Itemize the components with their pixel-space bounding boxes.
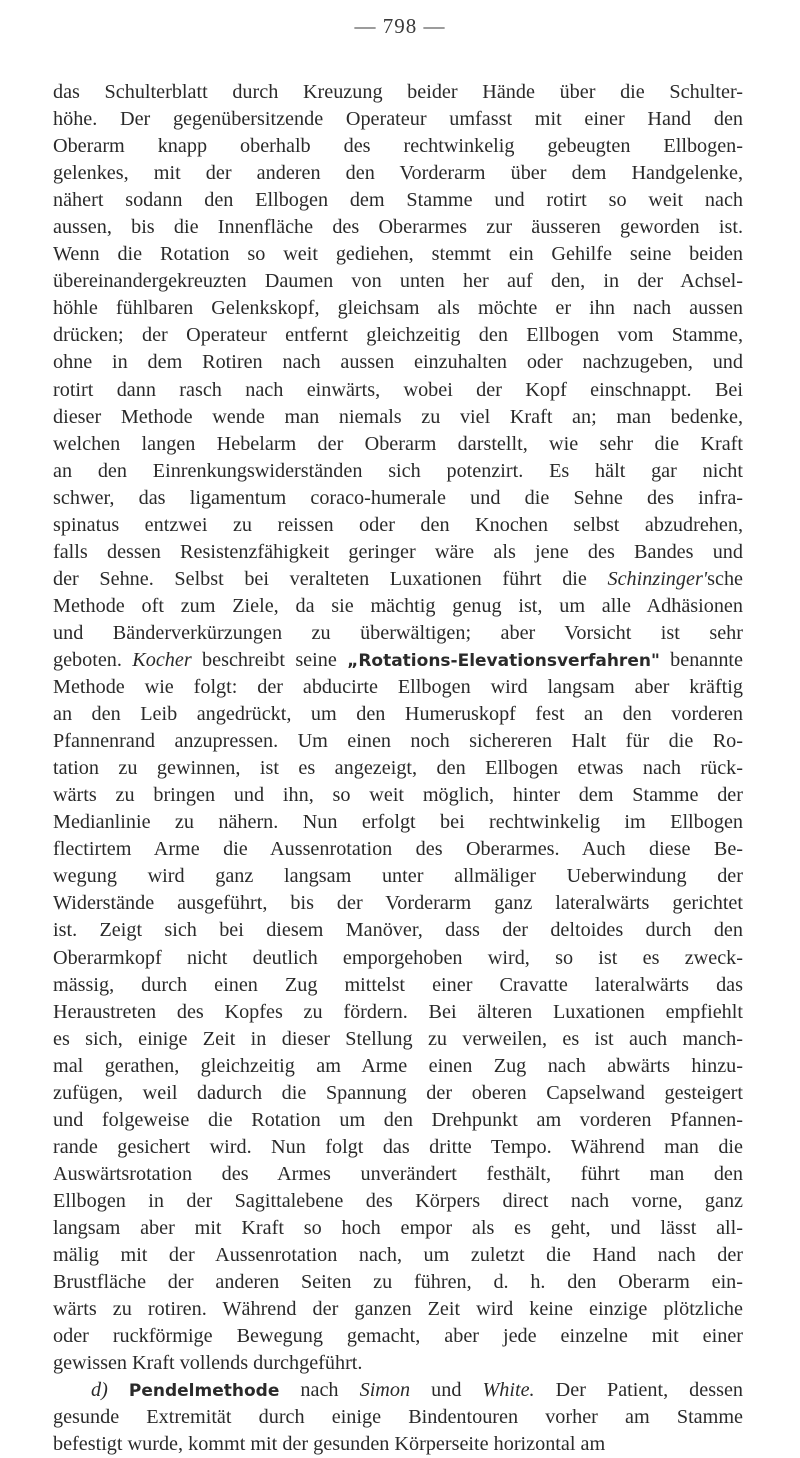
text-line: zufügen, weil dadurch die Spannung der oberen Capselwand gesteigert: [53, 1081, 743, 1104]
text-line: höhle fühlbaren Gelenkskopf, gleichsam als möchte er ihn nach aussen: [53, 297, 743, 320]
text-line: an den Einrenkungswiderständen sich potenzirt. Es hält gar nicht: [53, 459, 743, 482]
text-line: Methode oft zum Ziele, da sie mächtig genug ist, um alle Adhäsionen: [53, 594, 743, 617]
text-fragment: und: [431, 1379, 462, 1402]
text-line: gewissen Kraft vollends durchgeführt.: [53, 1352, 363, 1375]
text-line: wegung wird ganz langsam unter allmäliger Ueberwindung der: [53, 865, 743, 888]
text-line: flectirtem Arme die Aussenrotation des Oberarmes. Auch diese Be-: [53, 838, 743, 861]
text-line: Ellbogen in der Sagittalebene des Körpers direct nach vorne, ganz: [53, 1189, 743, 1212]
text-line: wärts zu rotiren. Während der ganzen Zeit wird keine einzige plötzliche: [53, 1298, 743, 1321]
text-line: an den Leib angedrückt, um den Humeruskopf fest an den vorderen: [53, 703, 743, 726]
method-term: „Rotations-Elevationsverfahren": [347, 650, 660, 671]
text-line: und folgeweise die Rotation um den Drehpunkt am vorderen Pfannen-: [53, 1108, 743, 1131]
text-line: langsam aber mit Kraft so hoch empor als es geht, und lässt all-: [53, 1216, 743, 1239]
text-line: höhe. Der gegenübersitzende Operateur umfasst mit einer Hand den: [53, 108, 743, 131]
text-line: Medianlinie zu nähern. Nun erfolgt bei rechtwinkelig im Ellbogen: [53, 811, 743, 834]
text-line: drücken; der Operateur entfernt gleichzeitig den Ellbogen vom Stamme,: [53, 324, 743, 347]
body-text: [53, 79, 743, 1458]
page-number: — 798 —: [354, 14, 446, 38]
text-line: Oberarmkopf nicht deutlich emporgehoben wird, so ist es zweck-: [53, 946, 743, 969]
text-line: befestigt wurde, kommt mit der gesunden Körperseite horizontal am: [53, 1433, 606, 1456]
text-fragment: der Sehne. Selbst bei veralteten Luxationen führt die: [53, 567, 587, 590]
text-line: rande gesichert wird. Nun folgt das dritte Tempo. Während man die: [53, 1135, 743, 1158]
text-line: das Schulterblatt durch Kreuzung beider Hände über die Schulter-: [53, 81, 743, 103]
text-line: mal gerathen, gleichzeitig am Arme einen Zug nach abwärts hinzu-: [53, 1054, 743, 1077]
author-name: Kocher: [132, 648, 192, 671]
text-line: Auswärtsrotation des Armes unverändert festhält, führt man den: [53, 1162, 743, 1185]
text-line: Pfannenrand anzupressen. Um einen noch sichereren Halt für die Ro-: [53, 730, 743, 753]
text-line: oder ruckförmige Bewegung gemacht, aber jede einzelne mit einer: [53, 1325, 743, 1348]
author-name: White.: [482, 1379, 535, 1402]
text-line: Wenn die Rotation so weit gediehen, stemmt ein Gehilfe seine beiden: [53, 243, 743, 266]
text-fragment: beschreibt seine: [202, 648, 337, 671]
text-line: gelenkes, mit der anderen den Vorderarm über dem Handgelenke,: [53, 162, 743, 185]
text-line: Heraustreten des Kopfes zu fördern. Bei älteren Luxationen empfiehlt: [53, 1000, 743, 1023]
text-line: nähert sodann den Ellbogen dem Stamme und rotirt so weit nach: [53, 189, 743, 212]
method-term: Pendelmethode: [128, 1381, 280, 1402]
text-line: [53, 1377, 743, 1404]
text-line: dieser Methode wende man niemals zu viel Kraft an; man bedenke,: [53, 405, 743, 428]
text-line: Methode wie folgt: der abducirte Ellbogen wird langsam aber kräftig: [53, 676, 743, 699]
text-fragment: benannte: [670, 648, 744, 671]
text-fragment: Der Patient, dessen: [555, 1379, 743, 1402]
text-line: es sich, einige Zeit in dieser Stellung zu verweilen, es ist auch manch-: [53, 1027, 743, 1050]
text-line: spinatus entzwei zu reissen oder den Knochen selbst abzudrehen,: [53, 513, 743, 536]
section-label: d): [91, 1379, 108, 1402]
text-fragment: geboten.: [53, 648, 122, 671]
text-line: schwer, das ligamentum coraco-humerale und die Sehne des infra-: [53, 486, 743, 509]
text-line: Widerstände ausgeführt, bis der Vorderarm ganz lateralwärts gerichtet: [53, 892, 743, 915]
text-line: falls dessen Resistenzfähigkeit geringer wäre als jene des Bandes und: [53, 540, 743, 563]
text-line: [53, 566, 743, 593]
text-fragment: nach: [300, 1379, 339, 1402]
text-line: aussen, bis die Innenfläche des Oberarmes zur äusseren geworden ist.: [53, 216, 743, 239]
text-line: [53, 647, 743, 674]
text-line: und Bänderverkürzungen zu überwältigen; aber Vorsicht ist sehr: [53, 621, 743, 644]
text-line: gesunde Extremität durch einige Bindentouren vorher am Stamme: [53, 1406, 743, 1429]
author-name: Simon: [359, 1379, 411, 1402]
text-line: rotirt dann rasch nach einwärts, wobei der Kopf einschnappt. Bei: [53, 378, 743, 401]
text-line: Oberarm knapp oberhalb des rechtwinkelig gebeugten Ellbogen-: [53, 135, 743, 158]
text-line: mälig mit der Aussenrotation nach, um zuletzt die Hand nach der: [53, 1244, 743, 1267]
text-line: tation zu gewinnen, ist es angezeigt, den Ellbogen etwas nach rück-: [53, 757, 743, 780]
text-line: ohne in dem Rotiren nach aussen einzuhalten oder nachzugeben, und: [53, 351, 743, 374]
text-fragment: sche: [707, 567, 743, 590]
author-name: Schinzinger': [607, 567, 708, 590]
text-line: ist. Zeigt sich bei diesem Manöver, dass der deltoides durch den: [53, 919, 743, 942]
text-line: mässig, durch einen Zug mittelst einer Cravatte lateralwärts das: [53, 973, 743, 996]
text-line: wärts zu bringen und ihn, so weit möglich, hinter dem Stamme der: [53, 784, 743, 807]
text-line: Brustfläche der anderen Seiten zu führen, d. h. den Oberarm ein-: [53, 1271, 743, 1294]
text-line: welchen langen Hebelarm der Oberarm darstellt, wie sehr die Kraft: [53, 432, 743, 455]
text-line: übereinandergekreuzten Daumen von unten her auf den, in der Achsel-: [53, 270, 743, 293]
